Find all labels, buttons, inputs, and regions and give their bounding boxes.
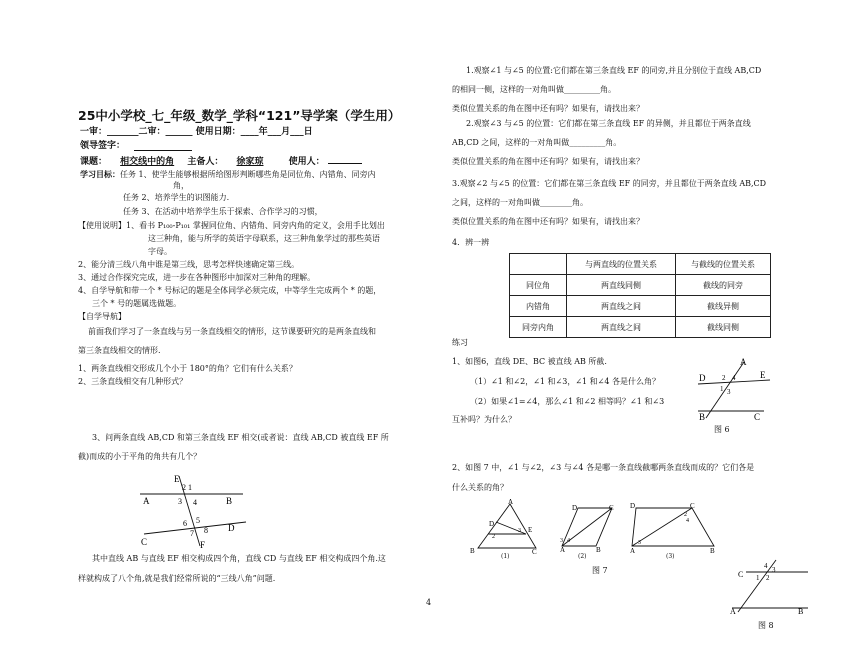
svg-text:1: 1 [188,483,192,492]
signature-blank [134,150,192,151]
svg-text:6: 6 [183,519,187,528]
svg-text:B: B [226,496,233,506]
table-cell: 内错角 [510,296,567,317]
svg-text:B: B [699,412,706,422]
svg-text:3: 3 [727,388,731,396]
usage-1b: 这三种角，能与所学的英语字母联系，这三种角象学过的那些英语 [148,234,380,243]
svg-text:E: E [174,474,180,484]
question-2: 2、三条直线相交有几种形式？ [78,377,188,386]
svg-text:B: B [710,547,715,554]
para-2a: 2.观察∠3 与∠5 的位置：它们都在第三条直线 EF 的异侧，并且都位于两条直线 [466,119,751,128]
exercise-1a: （1）∠1 和∠2，∠1 和∠3，∠1 和∠4 各是什么角？ [470,377,661,386]
svg-text:3: 3 [638,540,641,546]
svg-text:2: 2 [722,374,726,382]
table-row [510,296,771,317]
svg-text:E: E [760,370,766,380]
para-2c: 类似位置关系的角在图中还有吗？如果有，请找出来？ [452,157,644,166]
svg-text:D: D [228,523,235,533]
svg-text:A: A [740,357,747,367]
svg-text:2: 2 [182,483,186,492]
leader-line: 领导签字： [80,141,126,151]
para-3a: 3.观察∠2 与∠5 的位置：它们都在第三条直线 EF 的同旁，并且都位于两条直线 AB,CD [452,179,767,188]
exercise-1: 1、如图6，直线 DE、BC 被直线 AB 所截. [452,357,607,366]
para-1c: 类似位置关系的角在图中还有吗？如果有，请找出来？ [452,104,644,113]
svg-text:C: C [754,412,761,422]
figure-7-2-label: (2) [578,553,587,560]
exercise-1c: 互补吗？为什么？ [452,415,516,424]
svg-text:C: C [690,502,695,510]
angle-comparison-table [509,253,771,338]
svg-text:B: B [470,547,475,554]
topic-value: 相交线中的角 [120,157,175,167]
svg-text:3: 3 [560,538,563,544]
table-row [510,317,771,338]
para-1b: 的相同一侧，这样的一对角叫做_________角。 [452,85,616,94]
svg-text:C: C [738,570,744,579]
svg-text:A: A [143,496,150,506]
table-cell: 两直线同侧 [567,275,676,296]
svg-text:4: 4 [686,518,689,524]
svg-text:D: D [630,502,636,510]
svg-text:3: 3 [178,497,182,506]
svg-text:A: A [560,546,566,552]
para-2b: AB,CD 之间，这样的一对角叫做_________角。 [452,138,622,147]
goal-1 [80,168,376,181]
svg-text:D: D [699,373,706,383]
svg-text:C: C [141,537,148,547]
table-cell: 同位角 [510,275,567,296]
question-3b: 截)而成的小于平角的角共有几个？ [78,452,202,461]
svg-text:3: 3 [772,566,776,574]
table-row [510,275,771,296]
usage-4b: 三个 * 号的题属选做题。 [92,299,182,308]
figure-7-1-label: (1) [501,553,510,560]
figure-7-3-label: (3) [666,553,675,560]
page-number: 4 [426,598,432,607]
figure-7-2 [560,502,620,552]
figure-6-label: 图 6 [714,425,730,434]
svg-text:4: 4 [764,562,768,570]
figure-8-label: 图 8 [758,621,774,630]
usage-1c: 字母。 [148,247,172,256]
svg-text:A: A [730,607,736,616]
svg-text:B: B [798,607,804,616]
table-cell: 两直线之间 [567,317,676,338]
svg-text:4: 4 [567,538,570,544]
svg-text:8: 8 [204,526,208,535]
para-1a: 1.观察∠1 与∠5 的位置:它们都在第三条直线 EF 的同旁,并且分别位于直线 AB,CD [466,66,762,75]
svg-text:5: 5 [196,516,200,525]
para-3c: 类似位置关系的角在图中还有吗？如果有，请找出来？ [452,217,644,226]
intro-2: 第三条直线相交的情形. [78,346,161,355]
usage-3: 3、通过合作探究完成，进一步在各种图形中加深对三种角的理解。 [78,273,316,282]
goal-2: 任务 2、培养学生的识图能力. [123,193,230,202]
svg-text:2: 2 [492,534,495,540]
preparer-value: 徐家琼 [236,157,264,167]
figure-7-1 [470,498,546,554]
goal-1-text: 任务 1、使学生能够根据所给图形判断哪些角是同位角、内错角、同旁内 [120,170,376,179]
figure-7-label: 图 7 [592,566,608,575]
goals-label: 学习目标： [80,169,120,179]
conclusion-1: 其中直线 AB 与直线 EF 相交构成四个角，直线 CD 与直线 EF 相交构成四个角.这 [92,554,386,563]
table-cell: 截线的同旁 [676,275,771,296]
table-header-row [510,254,771,275]
figure-8 [728,556,812,616]
user-blank [328,154,362,164]
conclusion-2: 样就构成了八个角,就是我们经常所说的“三线八角”问题. [78,574,276,583]
table-cell: 与截线的位置关系 [676,254,771,275]
para-3b: 之间，这样的一对角叫做________角。 [452,198,588,207]
svg-text:A: A [630,547,636,554]
table-cell: 与两直线的位置关系 [567,254,676,275]
goal-3: 任务 3、在活动中培养学生乐于探索、合作学习的习惯， [123,207,323,216]
svg-text:1: 1 [720,385,724,393]
svg-text:A: A [508,498,514,506]
usage-4: 4、自学导航和带一个 * 号标记的题是全体同学必须完成，中等学生完成两个 * 的题， [78,286,382,295]
topic-line [80,154,362,169]
svg-text:D: D [572,504,578,512]
exercise-1b: （2）如果∠1=∠4，那么∠1 和∠2 相等吗？∠1 和∠3 [470,397,665,406]
svg-text:2: 2 [684,512,687,518]
svg-text:4: 4 [732,374,736,382]
svg-text:2: 2 [766,574,770,582]
exercise-2a: 2、如图 7 中，∠1 与∠2，∠3 与∠4 各是哪一条直线截哪两条直线而成的？它们各是 [452,463,755,472]
intro-1: 前面我们学习了一条直线与另一条直线相交的情形，这节课要研究的是两条直线和 [88,327,376,336]
svg-text:C: C [609,504,614,512]
usage-2: 2、能分清三线八角中谁是第三线，思考怎样快速确定第三线。 [78,260,300,269]
table-cell: 两直线之间 [567,296,676,317]
svg-text:4: 4 [193,498,197,507]
figure-7-3 [630,500,720,554]
table-cell [510,254,567,275]
svg-text:7: 7 [190,529,194,538]
svg-text:C: C [532,548,537,554]
svg-text:3: 3 [518,528,521,534]
figure-6 [694,356,776,436]
goal-1b: 角， [173,181,189,190]
svg-text:B: B [596,546,601,552]
svg-text:E: E [528,526,533,534]
question-1: 1、两条直线相交形成几个小于 180°的角？它们有什么关系？ [78,364,297,373]
table-cell: 截线同侧 [676,317,771,338]
user-label: 使用人： [288,157,325,167]
practice-label: 练习 [452,338,468,347]
svg-text:D: D [489,520,495,528]
para-4: 4．辨一辨 [452,238,490,247]
question-3a: 3、问两条直线 AB,CD 和第三条直线 EF 相交(或者说：直线 AB,CD 被直线 EF 所 [92,433,389,442]
table-cell: 同旁内角 [510,317,567,338]
three-lines-figure [138,470,250,550]
topic-label: 课题： [80,157,108,167]
svg-text:F: F [200,540,206,550]
nav-label: 【自学导航】 [78,312,126,321]
preparer-label: 主备人： [187,157,224,167]
usage-1: 【使用说明】1、看书 P₁₀₀-P₁₀₁ 掌握同位角、内错角、同旁内角的定义，会用手比划出 [78,221,385,230]
review-line: 一审：_______二审：______ 使用日期：____年___月___日 [80,127,313,137]
page-title: 25中小学校_七_年级_数学_学科“121”导学案（学生用） [78,108,401,123]
exercise-2b: 什么关系的角？ [452,483,508,492]
svg-text:1: 1 [756,574,760,582]
table-cell: 截线异侧 [676,296,771,317]
